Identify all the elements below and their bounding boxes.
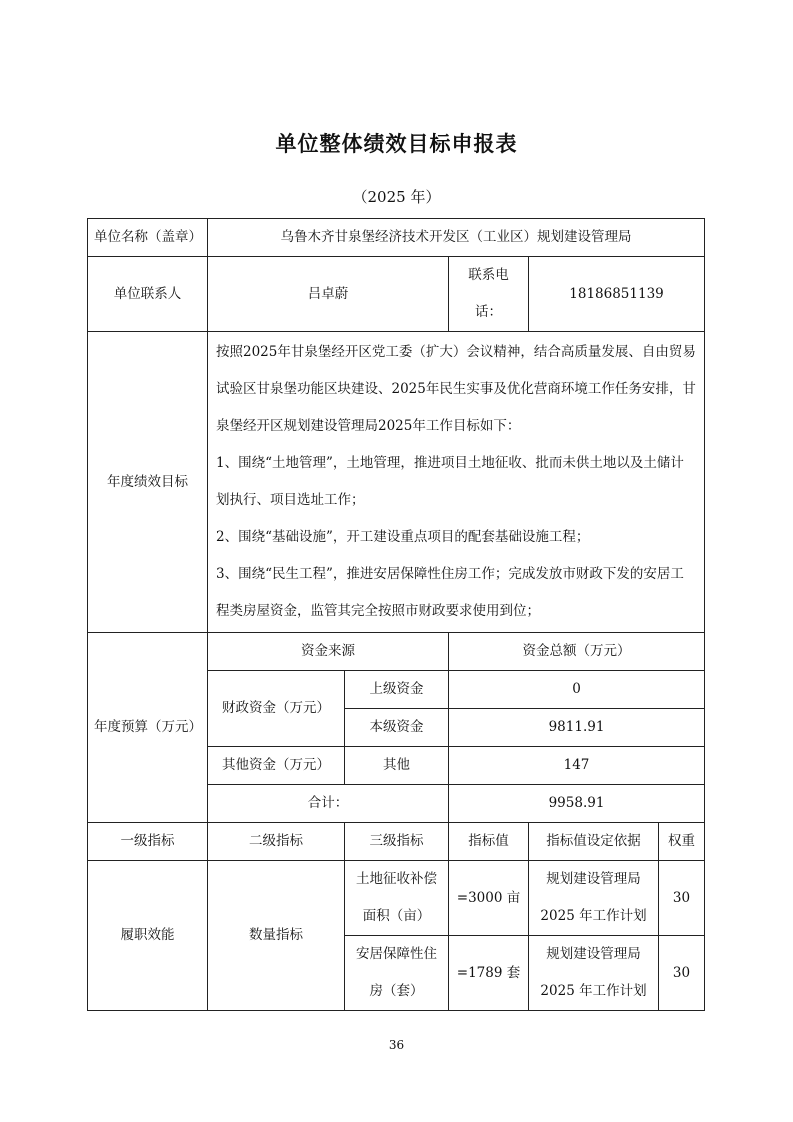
indicator-value: =3000 亩: [449, 861, 529, 936]
performance-form-table: [87, 218, 705, 1011]
sum-label: 合计：: [208, 785, 449, 823]
indicator-name-line: 面积（亩）: [362, 908, 431, 924]
goal-paragraph: 3、围绕“民生工程”，推进安居保障性住房工作；完成发放市财政下发的安居工程类房屋资金，监管其完全按照市财政要求使用到位；: [216, 566, 684, 619]
indicator-header-row: [88, 823, 705, 861]
indicator-name-line: 房（套）: [369, 983, 424, 999]
header-level1: 一级指标: [88, 823, 208, 861]
other-fund-label: 其他资金（万元）: [208, 747, 345, 785]
goals-content: [208, 332, 705, 633]
unit-label: 单位名称（盖章）: [88, 219, 208, 257]
goals-label: 年度绩效目标: [88, 332, 208, 633]
indicator-basis-line: 2025 年工作计划: [540, 983, 647, 999]
unit-value: 乌鲁木齐甘泉堡经济技术开发区（工业区）规划建设管理局: [208, 219, 705, 257]
budget-label: 年度预算（万元）: [88, 633, 208, 823]
header-level2: 二级指标: [208, 823, 345, 861]
other-fund-sub: 其他: [345, 747, 449, 785]
level2-value: 数量指标: [208, 861, 345, 1011]
fiscal-fund-label: 财政资金（万元）: [208, 671, 345, 747]
local-fund-label: 本级资金: [345, 709, 449, 747]
indicator-name-line: 土地征收补偿: [356, 871, 437, 887]
indicator-basis: [529, 936, 659, 1011]
indicator-weight: 30: [659, 936, 705, 1011]
contact-row: [88, 257, 705, 332]
fund-source-header: 资金来源: [208, 633, 449, 671]
fund-total-header: 资金总额（万元）: [449, 633, 705, 671]
header-basis: 指标值设定依据: [529, 823, 659, 861]
local-fund-value: 9811.91: [449, 709, 705, 747]
upper-fund-label: 上级资金: [345, 671, 449, 709]
indicator-value: =1789 套: [449, 936, 529, 1011]
other-fund-value: 147: [449, 747, 705, 785]
budget-header-row: [88, 633, 705, 671]
year-subtitle: （2025 年）: [352, 188, 441, 206]
contact-label: 单位联系人: [88, 257, 208, 332]
header-weight: 权重: [659, 823, 705, 861]
contact-name: 吕卓蔚: [208, 257, 449, 332]
unit-row: [88, 219, 705, 257]
goal-paragraph: 按照2025年甘泉堡经开区党工委（扩大）会议精神，结合高质量发展、自由贸易试验区甘泉堡功能区块建设、2025年民生实事及优化营商环境工作任务安排，甘泉堡经开区规划建设管理局2025年工作目标如下：: [216, 344, 696, 434]
indicator-weight: 30: [659, 861, 705, 936]
header-level3: 三级指标: [345, 823, 449, 861]
sum-value: 9958.91: [449, 785, 705, 823]
level1-value: 履职效能: [88, 861, 208, 1011]
phone-label: 联系电话：: [449, 257, 529, 332]
indicator-basis-line: 2025 年工作计划: [540, 908, 647, 924]
indicator-name: [345, 861, 449, 936]
goals-row: [88, 332, 705, 633]
indicator-basis: [529, 861, 659, 936]
indicator-basis-line: 规划建设管理局: [546, 871, 641, 887]
indicator-basis-line: 规划建设管理局: [546, 946, 641, 962]
page-number: 36: [388, 1038, 405, 1052]
page-title: 单位整体绩效目标申报表: [275, 132, 518, 156]
phone-value: 18186851139: [529, 257, 705, 332]
goal-paragraph: 1、围绕“土地管理”，土地管理，推进项目土地征收、批而未供土地以及土储计划执行、项目选址工作；: [216, 455, 684, 508]
indicator-row: [88, 861, 705, 936]
header-value: 指标值: [449, 823, 529, 861]
goal-paragraph: 2、围绕“基础设施”，开工建设重点项目的配套基础设施工程；: [216, 529, 590, 545]
indicator-name-line: 安居保障性住: [356, 946, 437, 962]
indicator-name: [345, 936, 449, 1011]
upper-fund-value: 0: [449, 671, 705, 709]
